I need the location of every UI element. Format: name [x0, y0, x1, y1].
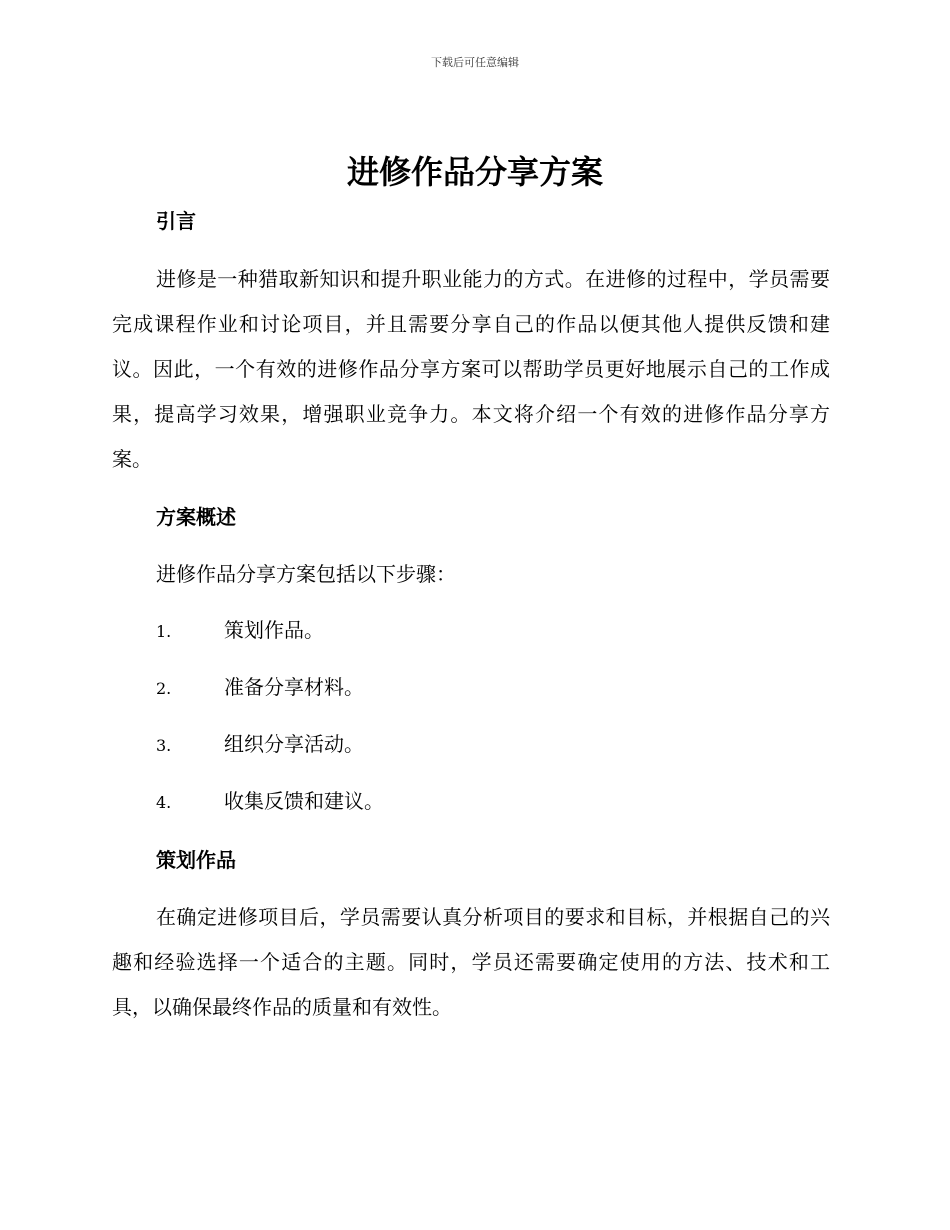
- page-header-note: 下载后可任意编辑: [431, 56, 519, 69]
- step-text: 准备分享材料。: [224, 675, 364, 699]
- step-number: 4.: [156, 793, 172, 812]
- plan-paragraph: 在确定进修项目后，学员需要认真分析项目的要求和目标，并根据自己的兴趣和经验选择一个适合的主题。同时，学员还需要确定使用的方法、技术和工具，以确保最终作品的质量和有效性。: [112, 905, 830, 1019]
- overview-lead: 进修作品分享方案包括以下步骤：: [156, 562, 456, 586]
- step-text: 收集反馈和建议。: [224, 789, 384, 813]
- section-heading-plan: 策划作品: [156, 848, 236, 872]
- step-text: 策划作品。: [224, 618, 324, 642]
- section-heading-intro: 引言: [156, 209, 196, 233]
- step-number: 1.: [156, 622, 172, 641]
- step-number: 3.: [156, 736, 172, 755]
- document-title: 进修作品分享方案: [346, 153, 603, 191]
- intro-paragraph: 进修是一种猎取新知识和提升职业能力的方式。在进修的过程中，学员需要完成课程作业和讨论项目，并且需要分享自己的作品以便其他人提供反馈和建议。因此，一个有效的进修作品分享方案可以帮助学员更好地展示自己的工作成果，提高学习效果，增强职业竞争力。本文将介绍一个有效的进修作品分享方案。: [112, 267, 830, 471]
- section-heading-overview: 方案概述: [156, 505, 236, 529]
- step-number: 2.: [156, 679, 172, 698]
- step-text: 组织分享活动。: [224, 732, 364, 756]
